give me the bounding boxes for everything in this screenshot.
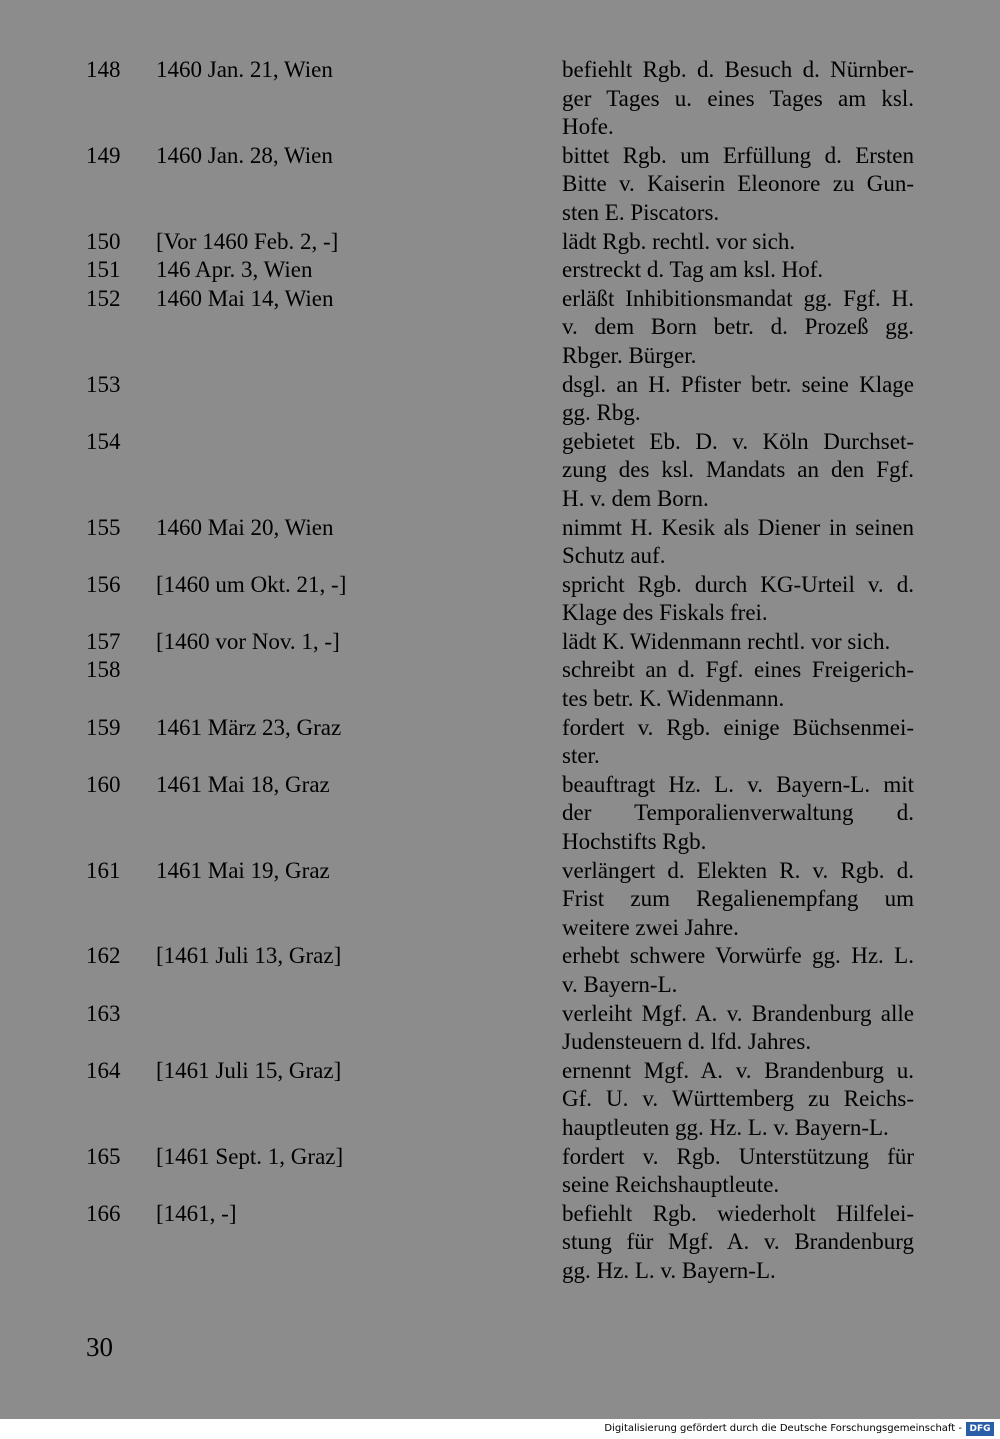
entry-date: 1461 Mai 18, Graz	[156, 771, 330, 797]
dfg-logo: DFG	[966, 1422, 994, 1436]
entry-number: 151	[86, 257, 121, 283]
entry-summary-line: Rbger. Bürger.	[562, 342, 697, 368]
entry-summary-line: erstreckt d. Tag am ksl. Hof.	[562, 257, 824, 283]
entry-row	[0, 1057, 1000, 1143]
entry-row	[0, 571, 1000, 628]
entry-summary-line: Judensteuern d. lfd. Jahres.	[562, 1029, 812, 1055]
entry-date: [1461 Juli 15, Graz]	[156, 1057, 342, 1083]
entry-summary-line: fordert v. Rgb. einige Büchsenmei-	[562, 714, 914, 740]
entry-number: 163	[86, 1000, 121, 1026]
entry-number: 166	[86, 1200, 121, 1226]
entry-number: 159	[86, 714, 121, 740]
entry-row	[0, 142, 1000, 228]
entry-date: [1460 vor Nov. 1, -]	[156, 628, 340, 654]
entry-summary-line: bittet Rgb. um Erfüllung d. Ersten	[562, 142, 914, 168]
entry-summary-line: zung des ksl. Mandats an den Fgf.	[562, 457, 914, 483]
entry-summary-line: spricht Rgb. durch KG-Urteil v. d.	[562, 571, 914, 597]
entry-summary	[562, 656, 914, 713]
entry-number: 149	[86, 142, 121, 168]
entry-date: 1461 März 23, Graz	[156, 714, 342, 740]
entry-date: 1460 Jan. 21, Wien	[156, 57, 333, 82]
entry-summary	[562, 514, 914, 571]
entry-summary-line: schreibt an d. Fgf. eines Freigerich-	[562, 657, 914, 683]
entry-date: 1460 Mai 14, Wien	[156, 285, 334, 311]
entry-summary-line: hauptleuten gg. Hz. L. v. Bayern-L.	[562, 1114, 889, 1140]
entry-summary-line: lädt K. Widenmann rechtl. vor sich.	[562, 628, 891, 654]
entry-summary-line: Klage des Fiskals frei.	[562, 600, 768, 626]
entry-summary-line: befiehlt Rgb. wiederholt Hilfelei-	[562, 1200, 914, 1226]
entry-date: [1461 Juli 13, Graz]	[156, 943, 342, 969]
entry-summary-line: seine Reichshauptleute.	[562, 1172, 780, 1198]
entry-date: 1461 Mai 19, Graz	[156, 857, 330, 883]
entry-summary	[562, 371, 914, 428]
entry-row	[0, 1000, 1000, 1057]
entry-summary-line: nimmt H. Kesik als Diener in seinen	[562, 514, 914, 540]
regesta-list	[0, 56, 1000, 1286]
entry-row	[0, 1200, 1000, 1286]
entry-summary	[562, 428, 914, 514]
entry-row	[0, 857, 1000, 943]
entry-summary-line: der Temporalienverwaltung d.	[562, 800, 914, 826]
entry-summary-line: erläßt Inhibitionsmandat gg. Fgf. H.	[562, 285, 914, 311]
entry-row	[0, 285, 1000, 371]
entry-row	[0, 628, 1000, 657]
entry-summary-line: erhebt schwere Vorwürfe gg. Hz. L.	[562, 943, 914, 969]
entry-row	[0, 256, 1000, 285]
entry-summary	[562, 256, 914, 285]
entry-date: 1460 Mai 20, Wien	[156, 514, 334, 540]
entry-summary	[562, 56, 914, 142]
entry-number: 150	[86, 228, 121, 254]
entry-summary-line: gg. Hz. L. v. Bayern-L.	[562, 1257, 776, 1283]
entry-number: 153	[86, 371, 121, 397]
entry-summary-line: Gf. U. v. Württemberg zu Reichs-	[562, 1086, 914, 1112]
entry-number: 156	[86, 571, 121, 597]
entry-row	[0, 714, 1000, 771]
entry-summary-line: Hochstifts Rgb.	[562, 829, 707, 855]
entry-date: [1460 um Okt. 21, -]	[156, 571, 347, 597]
footer-credit: Digitalisierung gefördert durch die Deutsche Forschungsgemeinschaft -	[604, 1423, 962, 1434]
entry-number: 162	[86, 943, 121, 969]
entry-row	[0, 942, 1000, 999]
entry-summary-line: dsgl. an H. Pfister betr. seine Klage	[562, 371, 914, 397]
entry-number: 154	[86, 428, 121, 454]
entry-summary-line: gebietet Eb. D. v. Köln Durchset-	[562, 428, 914, 454]
entry-summary	[562, 1057, 914, 1143]
entry-summary-line: lädt Rgb. rechtl. vor sich.	[562, 228, 796, 254]
entry-summary-line: Hofe.	[562, 114, 614, 140]
entry-row	[0, 656, 1000, 713]
page-number: 30	[86, 1332, 113, 1362]
entry-summary	[562, 942, 914, 999]
entry-row	[0, 228, 1000, 257]
entry-summary-line: ernennt Mgf. A. v. Brandenburg u.	[562, 1057, 914, 1083]
entry-summary	[562, 771, 914, 857]
entry-summary	[562, 1143, 914, 1200]
entry-summary	[562, 857, 914, 943]
entry-row	[0, 56, 1000, 142]
entry-number: 160	[86, 771, 121, 797]
entry-row	[0, 371, 1000, 428]
entry-row	[0, 428, 1000, 514]
entry-number: 165	[86, 1143, 121, 1169]
entry-summary	[562, 1000, 914, 1057]
entry-number: 161	[86, 857, 121, 883]
entry-summary	[562, 285, 914, 371]
entry-summary	[562, 142, 914, 228]
entry-date: 146 Apr. 3, Wien	[156, 257, 313, 283]
entry-summary	[562, 1200, 914, 1286]
entry-summary-line: verleiht Mgf. A. v. Brandenburg alle	[562, 1000, 914, 1026]
entry-number: 164	[86, 1057, 121, 1083]
entry-summary-line: Schutz auf.	[562, 543, 666, 569]
entry-number: 158	[86, 657, 121, 683]
entry-summary	[562, 228, 914, 257]
entry-date: 1460 Jan. 28, Wien	[156, 142, 333, 168]
entry-summary	[562, 628, 914, 657]
entry-summary-line: fordert v. Rgb. Unterstützung für	[562, 1143, 914, 1169]
entry-row	[0, 771, 1000, 857]
entry-row	[0, 514, 1000, 571]
entry-row	[0, 1143, 1000, 1200]
entry-summary-line: beauftragt Hz. L. v. Bayern-L. mit	[562, 771, 914, 797]
footer-bar	[0, 1419, 1000, 1439]
entry-number: 148	[86, 57, 121, 82]
entry-summary-line: Bitte v. Kaiserin Eleonore zu Gun-	[562, 171, 914, 197]
entry-summary	[562, 571, 914, 628]
entry-summary-line: H. v. dem Born.	[562, 485, 709, 511]
entry-number: 152	[86, 285, 121, 311]
entry-summary-line: stung für Mgf. A. v. Brandenburg	[562, 1229, 914, 1255]
entry-number: 157	[86, 628, 121, 654]
entry-summary	[562, 714, 914, 771]
entry-summary-line: befiehlt Rgb. d. Besuch d. Nürnber-	[562, 57, 914, 82]
entry-summary-line: v. dem Born betr. d. Prozeß gg.	[562, 314, 914, 340]
entry-date: [1461 Sept. 1, Graz]	[156, 1143, 344, 1169]
entry-number: 155	[86, 514, 121, 540]
entry-date: [Vor 1460 Feb. 2, -]	[156, 228, 339, 254]
entry-summary-line: gg. Rbg.	[562, 400, 641, 426]
entry-summary-line: tes betr. K. Widenmann.	[562, 686, 785, 712]
entry-date: [1461, -]	[156, 1200, 237, 1226]
entry-summary-line: sten E. Piscators.	[562, 199, 720, 225]
entry-summary-line: v. Bayern-L.	[562, 972, 678, 997]
entry-summary-line: ster.	[562, 743, 600, 769]
entry-summary-line: verlängert d. Elekten R. v. Rgb. d.	[562, 857, 914, 883]
entry-summary-line: Frist zum Regalienempfang um	[562, 886, 914, 912]
entry-summary-line: weitere zwei Jahre.	[562, 914, 739, 940]
entry-summary-line: ger Tages u. eines Tages am ksl.	[562, 85, 914, 111]
